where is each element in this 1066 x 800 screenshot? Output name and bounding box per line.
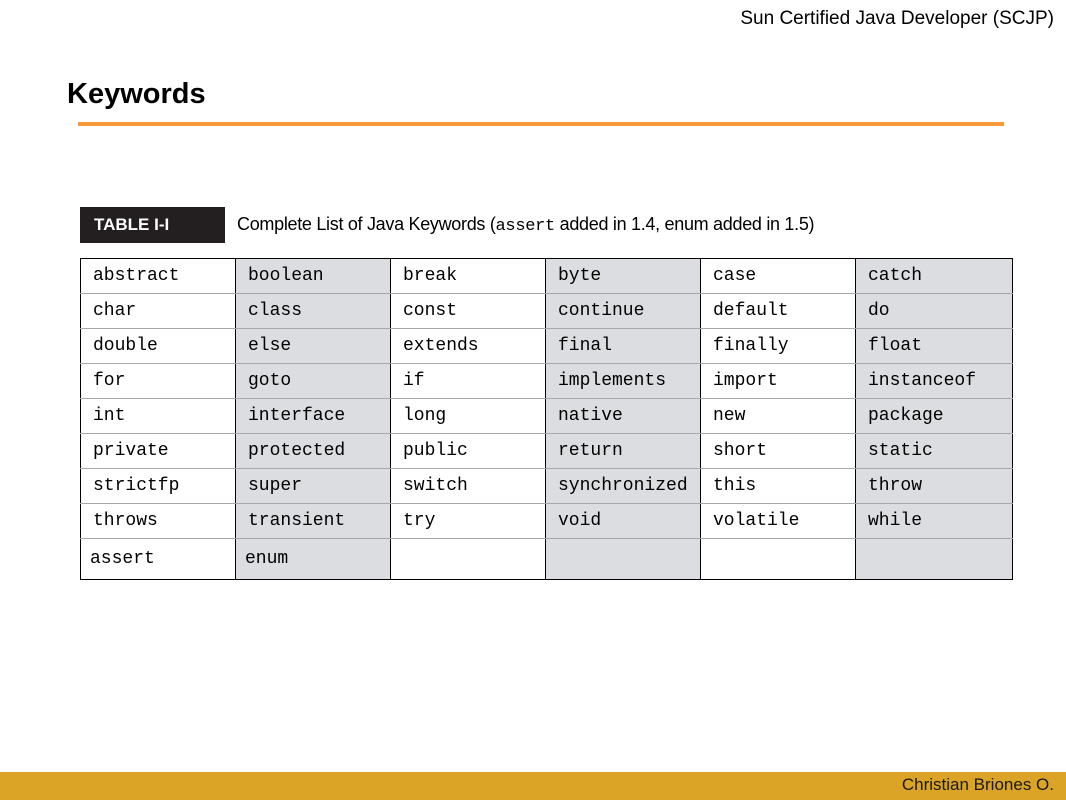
keyword-cell: do bbox=[856, 294, 1013, 329]
keyword-cell: native bbox=[546, 399, 701, 434]
keyword-cell: catch bbox=[856, 259, 1013, 294]
keyword-cell: byte bbox=[546, 259, 701, 294]
keyword-cell: import bbox=[701, 364, 856, 399]
keyword-cell: while bbox=[856, 504, 1013, 539]
keyword-cell: default bbox=[701, 294, 856, 329]
keyword-cell: implements bbox=[546, 364, 701, 399]
slide-title: Keywords bbox=[67, 78, 206, 110]
keyword-cell bbox=[701, 539, 856, 580]
keyword-cell: for bbox=[81, 364, 236, 399]
table-row bbox=[81, 329, 1013, 364]
keyword-cell bbox=[856, 539, 1013, 580]
keywords-table bbox=[80, 258, 1013, 580]
table-row bbox=[81, 259, 1013, 294]
keyword-cell: finally bbox=[701, 329, 856, 364]
keyword-cell: char bbox=[81, 294, 236, 329]
table-label: TABLE I-I bbox=[80, 207, 225, 243]
keyword-cell bbox=[546, 539, 701, 580]
keyword-cell: throws bbox=[81, 504, 236, 539]
keyword-cell: package bbox=[856, 399, 1013, 434]
keyword-cell: transient bbox=[236, 504, 391, 539]
course-title: Sun Certified Java Developer (SCJP) bbox=[740, 8, 1054, 29]
keyword-cell: protected bbox=[236, 434, 391, 469]
keyword-cell: short bbox=[701, 434, 856, 469]
caption-suffix: added in 1.5) bbox=[708, 214, 815, 234]
keyword-cell: float bbox=[856, 329, 1013, 364]
keyword-cell: continue bbox=[546, 294, 701, 329]
table-row bbox=[81, 294, 1013, 329]
keyword-cell: final bbox=[546, 329, 701, 364]
keyword-cell: strictfp bbox=[81, 469, 236, 504]
footer-author: Christian Briones O. bbox=[901, 775, 1054, 794]
keyword-cell: public bbox=[391, 434, 546, 469]
table-row bbox=[81, 434, 1013, 469]
table-caption bbox=[237, 210, 814, 241]
keyword-cell: break bbox=[391, 259, 546, 294]
caption-enum-keyword: enum bbox=[664, 214, 709, 234]
keyword-cell: boolean bbox=[236, 259, 391, 294]
keyword-cell: instanceof bbox=[856, 364, 1013, 399]
keyword-cell: synchronized bbox=[546, 469, 701, 504]
footer-bar bbox=[0, 772, 1066, 800]
keyword-cell: this bbox=[701, 469, 856, 504]
keyword-cell: class bbox=[236, 294, 391, 329]
keyword-cell: switch bbox=[391, 469, 546, 504]
table-row bbox=[81, 364, 1013, 399]
table-row bbox=[81, 504, 1013, 539]
keyword-cell: throw bbox=[856, 469, 1013, 504]
keyword-cell bbox=[391, 539, 546, 580]
keyword-cell: long bbox=[391, 399, 546, 434]
keyword-cell: const bbox=[391, 294, 546, 329]
keyword-cell: case bbox=[701, 259, 856, 294]
keyword-cell: volatile bbox=[701, 504, 856, 539]
table-row bbox=[81, 469, 1013, 504]
keyword-cell: private bbox=[81, 434, 236, 469]
keyword-cell: assert bbox=[81, 539, 236, 580]
keyword-cell: int bbox=[81, 399, 236, 434]
keyword-cell: interface bbox=[236, 399, 391, 434]
keyword-cell: try bbox=[391, 504, 546, 539]
caption-middle: added in 1.4, bbox=[554, 214, 665, 234]
keyword-cell: double bbox=[81, 329, 236, 364]
keyword-cell: extends bbox=[391, 329, 546, 364]
caption-prefix: Complete List of Java Keywords ( bbox=[237, 214, 496, 234]
keyword-cell: super bbox=[236, 469, 391, 504]
keyword-cell: else bbox=[236, 329, 391, 364]
keyword-cell: abstract bbox=[81, 259, 236, 294]
keyword-cell: goto bbox=[236, 364, 391, 399]
table-row bbox=[81, 399, 1013, 434]
keyword-cell: return bbox=[546, 434, 701, 469]
keyword-cell: if bbox=[391, 364, 546, 399]
keyword-cell: void bbox=[546, 504, 701, 539]
table-row bbox=[81, 539, 1013, 580]
caption-assert-keyword: assert bbox=[495, 217, 555, 236]
keywords-table-body bbox=[81, 259, 1013, 580]
keyword-cell: new bbox=[701, 399, 856, 434]
keyword-cell: enum bbox=[236, 539, 391, 580]
title-underline bbox=[78, 122, 1004, 126]
keyword-cell: static bbox=[856, 434, 1013, 469]
